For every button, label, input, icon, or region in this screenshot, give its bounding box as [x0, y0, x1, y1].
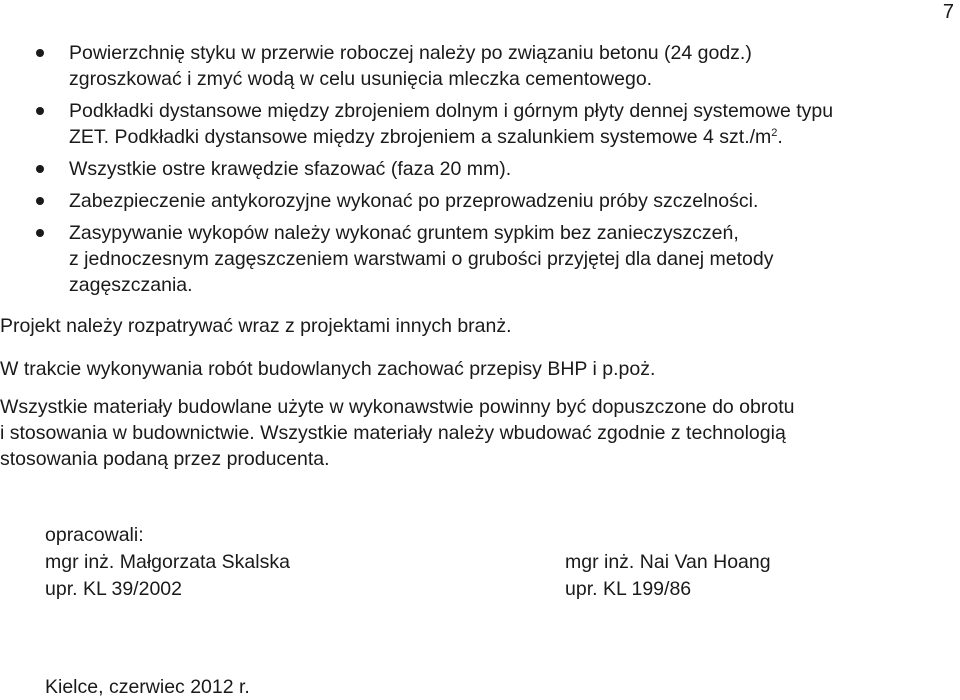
list-item: [0, 156, 960, 182]
author-name: mgr inż. Małgorzata Skalska: [45, 551, 290, 573]
bullet-icon: [36, 229, 44, 237]
signature-block-left: [45, 522, 290, 603]
requirements-list: [0, 40, 960, 304]
list-item: [0, 98, 960, 150]
list-item: [0, 188, 960, 214]
list-item-line: zagęszczania.: [69, 274, 193, 296]
safety-note: W trakcie wykonywania robót budowlanych zachować przepisy BHP i p.poż.: [0, 358, 656, 380]
prepared-by-label: opracowali:: [45, 524, 144, 546]
list-item: [0, 40, 960, 92]
materials-line: i stosowania w budownictwie. Wszystkie materiały należy wbudować zgodnie z technologią: [0, 422, 786, 444]
bullet-icon: [36, 49, 44, 57]
list-item-line: Zasypywanie wykopów należy wykonać gruntem sypkim bez zanieczyszczeń,: [69, 222, 739, 244]
superscript: 2: [771, 127, 778, 139]
project-note: Projekt należy rozpatrywać wraz z projektami innych branż.: [0, 315, 512, 337]
list-item-line: z jednoczesnym zagęszczeniem warstwami o grubości przyjętej dla danej metody: [69, 248, 774, 270]
list-item-line: Podkładki dystansowe między zbrojeniem dolnym i górnym płyty dennej systemowe typu: [69, 100, 834, 122]
list-item-line: Zabezpieczenie antykorozyjne wykonać po przeprowadzeniu próby szczelności.: [69, 190, 759, 212]
list-item-punctuation: .: [777, 126, 783, 148]
materials-line: Wszystkie materiały budowlane użyte w wykonawstwie powinny być dopuszczone do obrotu: [0, 396, 795, 418]
bullet-icon: [36, 197, 44, 205]
list-item-line: ZET. Podkładki dystansowe między zbrojeniem a szalunkiem systemowe 4 szt./m: [69, 126, 772, 148]
signature-block-right: [565, 549, 771, 603]
list-item: [0, 220, 960, 298]
list-item-line: Powierzchnię styku w przerwie roboczej należy po związaniu betonu (24 godz.): [69, 42, 752, 64]
author-name: mgr inż. Nai Van Hoang: [565, 551, 771, 573]
bullet-icon: [36, 107, 44, 115]
list-item-line: zgroszkować i zmyć wodą w celu usunięcia mleczka cementowego.: [69, 68, 653, 90]
list-item-line: Wszystkie ostre krawędzie sfazować (faza 20 mm).: [69, 158, 512, 180]
author-license: upr. KL 199/86: [565, 578, 692, 600]
materials-line: stosowania podaną przez producenta.: [0, 448, 330, 470]
page-number: 7: [942, 1, 954, 23]
materials-paragraph: [0, 394, 958, 472]
bullet-icon: [36, 165, 44, 173]
place-and-date: Kielce, czerwiec 2012 r.: [45, 676, 250, 698]
author-license: upr. KL 39/2002: [45, 578, 182, 600]
